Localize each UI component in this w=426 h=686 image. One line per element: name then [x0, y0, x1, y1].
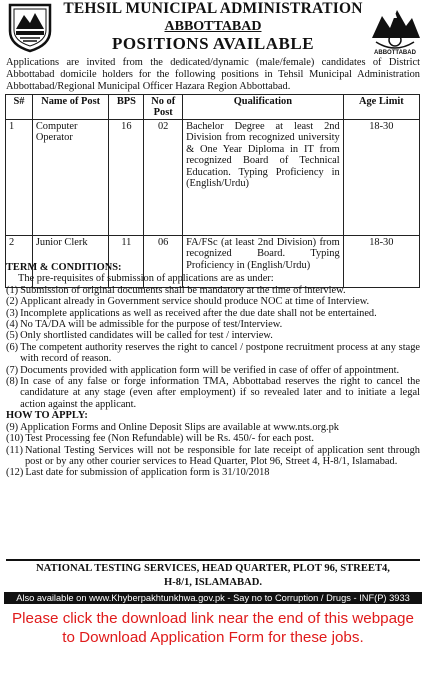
positions-title: POSITIONS AVAILABLE — [111, 34, 315, 53]
row-bps: 11 — [109, 236, 144, 288]
org-title: TEHSIL MUNICIPAL ADMINISTRATION — [63, 0, 363, 17]
condition-text: The competent authority reserves the right to cancel / postpone recruitment process at any stage with record of reason. — [20, 341, 420, 365]
condition-number: (6) — [6, 341, 19, 353]
condition-number: (7) — [6, 364, 19, 376]
table-row — [6, 120, 420, 236]
condition-text: No TA/DA will be admissible for the purpose of test/Interview. — [20, 319, 283, 331]
kp-government-logo — [4, 1, 56, 53]
condition-item — [6, 285, 420, 296]
condition-item — [6, 365, 420, 376]
condition-text: Submission of original documents shall be mandatory at the time of interview. — [20, 284, 346, 296]
col-posts-header: No of Post — [144, 95, 183, 120]
how-to-apply-list — [6, 422, 420, 479]
row-qualification: Bachelor Degree at least 2nd Division from recognized university & One Year Diploma in IT from recognized Board of Technical Education. Typing Proficiency in (English/Urdu) — [183, 120, 344, 236]
terms-lead: The pre-requisites of submission of applications are as under: — [18, 273, 274, 285]
condition-item — [6, 319, 420, 330]
download-instruction: Please click the download link near the end of this webpage to Download Application Form for these jobs. — [12, 610, 414, 646]
condition-text: National Testing Services will not be responsible for late receipt of application sent through post or by any other courier services to Head Quarter, Plot 96, Street 4, H-8/1, Islamabad. — [24, 444, 420, 467]
condition-number: (11) — [6, 444, 23, 456]
right-logo-caption: ABBOTTABAD — [374, 50, 416, 56]
row-bps: 16 — [109, 120, 144, 236]
condition-text: Test Processing fee (Non Refundable) will be Rs. 450/- for each post. — [25, 433, 315, 445]
condition-text: Incomplete applications as well as received after the due date shall not be entertained. — [20, 307, 377, 319]
row-age: 18-30 — [343, 236, 419, 288]
condition-text: Last date for submission of application form is 31/10/2018 — [25, 467, 270, 479]
condition-number: (10) — [6, 433, 24, 445]
bottom-info-bar: Also available on www.Khyberpakhtunkhwa.gov.pk - Say no to Corruption / Drugs - INF(P) 3933 — [4, 592, 422, 604]
row-qualification: FA/FSc (at least 2nd Division) from recognized Board. Typing Proficiency in (English/Urdu) — [183, 236, 344, 288]
condition-item — [6, 467, 420, 478]
terms-title: TERM & CONDITIONS: — [6, 262, 122, 273]
row-age: 18-30 — [343, 120, 419, 236]
condition-item — [6, 342, 420, 365]
condition-text: Documents provided with application form will be verified in case of offer of appointment. — [20, 364, 400, 376]
condition-text: Applicant already in Government service should produce NOC at time of Interview. — [20, 296, 370, 308]
positions-table — [5, 94, 420, 288]
col-qualification-header: Qualification — [183, 95, 344, 120]
condition-number: (8) — [6, 376, 19, 388]
condition-text: Only shortlisted candidates will be called for test / interview. — [20, 330, 273, 342]
condition-number: (2) — [6, 296, 19, 308]
nts-address-line1: NATIONAL TESTING SERVICES, HEAD QUARTER, PLOT 96, STREET4, — [36, 563, 390, 574]
condition-text: Application Forms and Online Deposit Slips are available at www.nts.org.pk — [20, 421, 340, 433]
row-sno: 1 — [6, 120, 33, 236]
condition-item — [6, 422, 420, 433]
condition-item — [6, 433, 420, 444]
col-age-header: Age Limit — [343, 95, 419, 120]
row-posts: 02 — [144, 120, 183, 236]
col-bps-header: BPS — [109, 95, 144, 120]
condition-item — [6, 296, 420, 307]
intro-paragraph: Applications are invited from the dedicated/dynamic (male/female) candidates of District Abbottabad domicile holders for the following positions in Tehsil Municipal Administration Abbottabad/Regional Municipal Officer Hazara Region Abbottabad. — [6, 57, 420, 93]
nts-address-box — [6, 559, 420, 592]
condition-item — [6, 330, 420, 341]
col-sno-header: S# — [6, 95, 33, 120]
terms-section — [6, 262, 420, 479]
nts-address-line2: H-8/1, ISLAMABAD. — [164, 576, 262, 588]
row-post-name: Computer Operator — [32, 120, 109, 236]
city-title: ABBOTTABAD — [164, 19, 262, 34]
how-to-apply-title: HOW TO APPLY: — [6, 410, 88, 422]
condition-number: (3) — [6, 307, 19, 319]
condition-number: (9) — [6, 421, 19, 433]
table-header-row — [6, 95, 420, 120]
condition-number: (1) — [6, 284, 19, 296]
header — [0, 0, 426, 56]
row-post-name: Junior Clerk — [32, 236, 109, 288]
condition-number: (12) — [6, 467, 24, 479]
condition-item — [6, 445, 420, 468]
col-name-header: Name of Post — [32, 95, 109, 120]
condition-item — [6, 308, 420, 319]
conditions-list — [6, 285, 420, 410]
row-posts: 06 — [144, 236, 183, 288]
row-sno: 2 — [6, 236, 33, 288]
tma-abbottabad-logo — [368, 2, 422, 56]
condition-text: In case of any false or forge information TMA, Abbottabad reserves the right to cancel the candidature at any stage (even after employment) if so revealed later and to initiate a legal action against the applicant. — [20, 376, 420, 410]
condition-item — [6, 376, 420, 410]
condition-number: (4) — [6, 319, 19, 331]
condition-number: (5) — [6, 330, 19, 342]
